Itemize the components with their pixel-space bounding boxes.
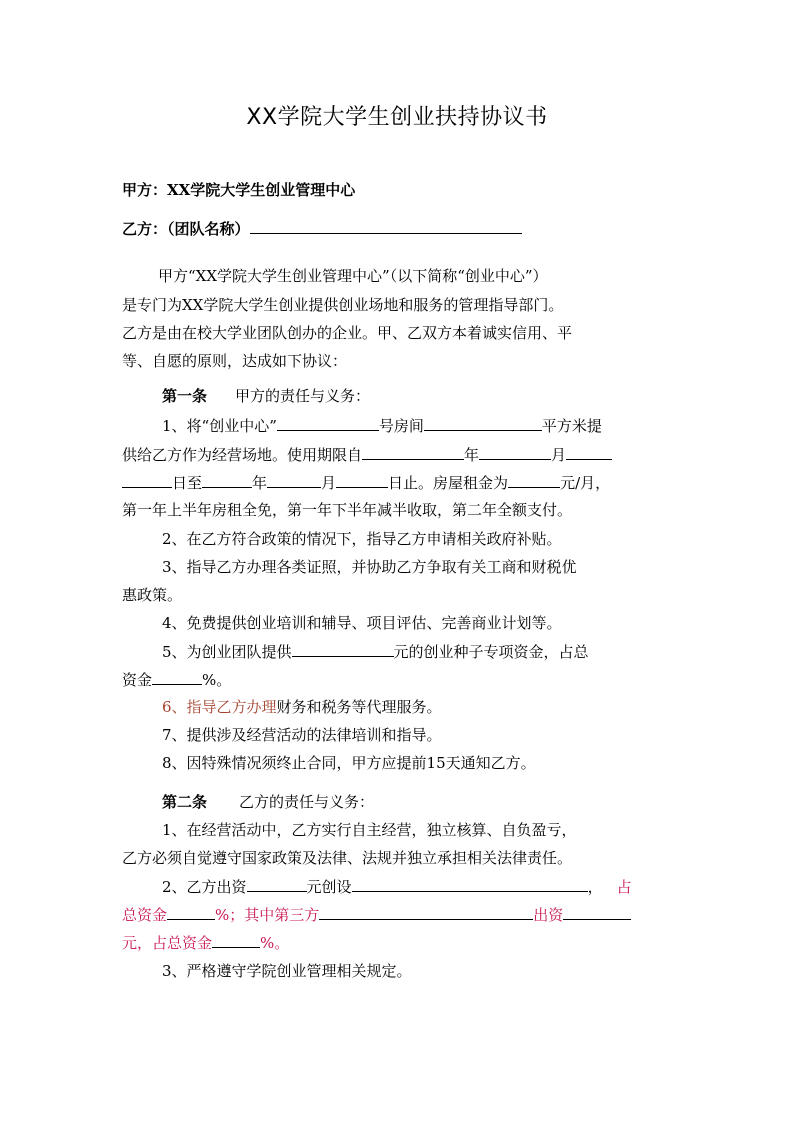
a1-item1-line2: 供给乙方作为经营场地。使用期限自 年 月 [122,444,612,465]
article-1-number: 第一条 [162,387,208,405]
a2-item2-line2: 总资金 %；其中第三方 出资 [122,904,631,925]
article-2-title: 乙方的责任与义务： [239,793,375,811]
party-b-label: 乙方：（团队名称） [122,220,250,238]
document-title: XX学院大学生创业扶持协议书 [246,105,548,130]
article-1-heading [162,386,370,406]
a1-item5-line2: 资金 %。 [122,671,232,689]
intro-line-3: 乙方是由在校大学业团队创办的企业。甲、乙双方本着诚实信用、平 [122,324,573,342]
a1-item7: 7、提供涉及经营活动的法律培训和指导。 [162,726,442,744]
a1-item3-line1: 3、指导乙方办理各类证照，并协助乙方争取有关工商和财税优 [162,558,577,576]
a1-item1-line1: 1、将“创业中心” 号房间 平方米提 [162,417,602,435]
a2-item1-line2: 乙方必须自觉遵守国家政策及法律、法规并独立承担相关法律责任。 [122,849,573,867]
a2-item3: 3、严格遵守学院创业管理相关规定。 [162,962,412,980]
article-2-number: 第二条 [162,793,208,811]
a2-item1-line1: 1、在经营活动中，乙方实行自主经营，独立核算、自负盈亏， [162,821,577,839]
a1-item2: 2、在乙方符合政策的情况下，指导乙方申请相关政府补贴。 [162,530,562,548]
a2-item2-line1: 2、乙方出资 元创设 ， 占 [162,878,632,896]
party-a-line: 甲方：XX学院大学生创业管理中心 [122,181,356,199]
article-2-heading [162,792,374,812]
a1-item1-line3: 日至 年 月 日止。房屋租金为 元/月， [122,472,610,493]
team-name-blank [250,218,522,234]
a1-item6: 6、指导乙方办理财务和税务等代理服务。 [162,698,442,716]
intro-line-4: 等、自愿的原则，达成如下协议： [122,352,348,370]
intro-line-2: 是专门为XX学院大学生创业提供创业场地和服务的管理指导部门。 [122,296,564,314]
intro-line-1: 甲方“XX学院大学生创业管理中心”（以下简称“创业中心”） [158,267,548,285]
a1-item1-line4: 第一年上半年房租全免，第一年下半年减半收取，第二年全额支付。 [122,501,573,519]
a2-item2-line3: 元，占总资金 %。 [122,934,290,952]
a1-item3-line2: 惠政策。 [122,586,183,604]
article-1-title: 甲方的责任与义务： [235,387,371,405]
a1-item8: 8、因特殊情况须终止合同，甲方应提前15天通知乙方。 [162,754,536,772]
party-b-line [122,218,522,239]
a1-item4: 4、免费提供创业培训和辅导、项目评估、完善商业计划等。 [162,614,562,632]
a1-item5-line1: 5、为创业团队提供 元的创业种子专项资金，占总 [162,643,589,661]
